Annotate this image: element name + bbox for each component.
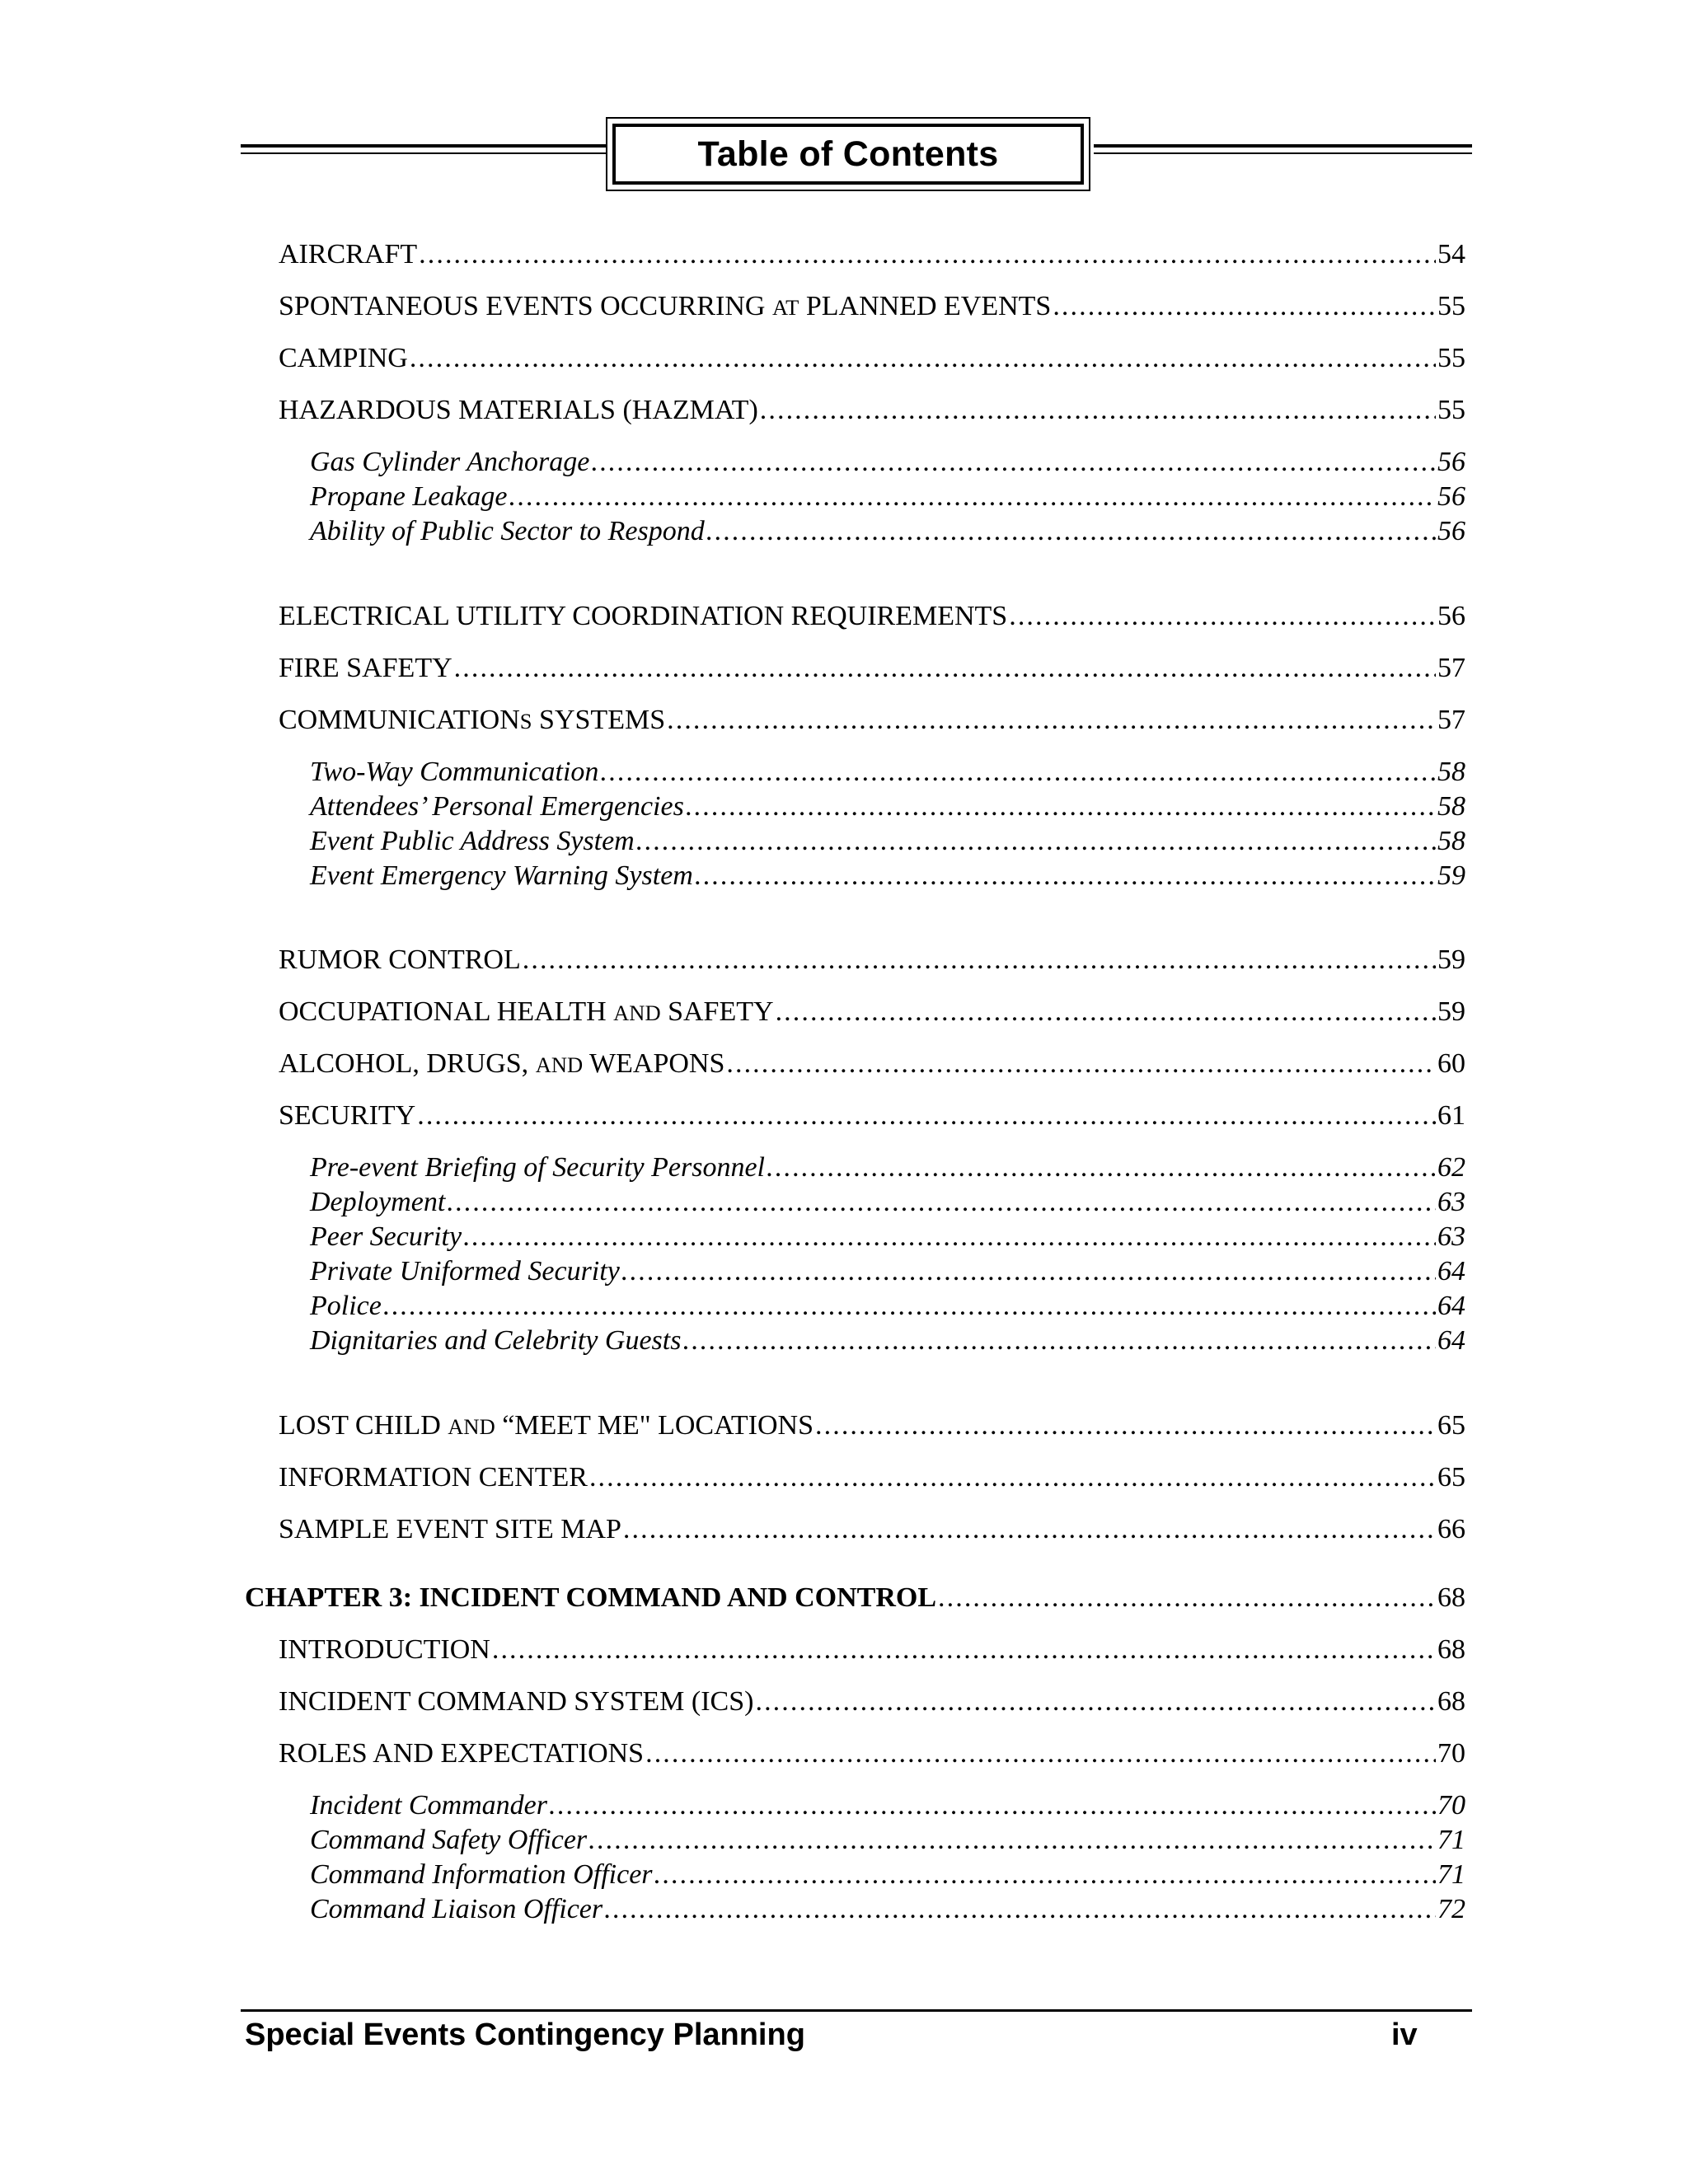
toc-entry-page: 71 bbox=[1437, 1825, 1465, 1855]
toc-entry-label: LOST CHILD AND “MEET ME" LOCATIONS bbox=[279, 1410, 814, 1441]
dot-leader bbox=[1009, 602, 1436, 630]
toc-entry[interactable] bbox=[279, 1516, 1465, 1544]
dot-leader bbox=[604, 1896, 1436, 1924]
toc-entry[interactable] bbox=[279, 293, 1465, 321]
toc-entry[interactable] bbox=[279, 602, 1465, 630]
toc-entry[interactable] bbox=[279, 344, 1465, 373]
footer-title: Special Events Contingency Planning bbox=[245, 2018, 805, 2052]
dot-leader bbox=[523, 946, 1436, 974]
dot-leader bbox=[410, 344, 1436, 373]
toc-entry-label: FIRE SAFETY bbox=[279, 653, 452, 683]
dot-leader bbox=[492, 1636, 1436, 1664]
toc-subentry[interactable] bbox=[310, 483, 1465, 511]
dot-leader bbox=[767, 1154, 1436, 1182]
toc-entry-page: 63 bbox=[1437, 1221, 1465, 1252]
toc-subentry[interactable] bbox=[310, 758, 1465, 786]
toc-subentry[interactable] bbox=[310, 518, 1465, 546]
dot-leader bbox=[589, 1464, 1436, 1492]
dot-leader bbox=[636, 827, 1436, 855]
page-title: Table of Contents bbox=[697, 134, 999, 174]
toc-entry-label: Dignitaries and Celebrity Guests bbox=[310, 1325, 682, 1356]
dot-leader bbox=[706, 518, 1436, 546]
dot-leader bbox=[1053, 293, 1436, 321]
footer-page-number: iv bbox=[1391, 2018, 1418, 2052]
page-header bbox=[241, 117, 1472, 198]
toc-entry-label: SPONTANEOUS EVENTS OCCURRING AT PLANNED EVENTS bbox=[279, 291, 1052, 321]
toc-entry-page: 65 bbox=[1437, 1410, 1465, 1441]
toc-entry-label: Pre-event Briefing of Security Personnel bbox=[310, 1152, 766, 1183]
toc-entry-label: Police bbox=[310, 1291, 382, 1321]
toc-entry-page: 56 bbox=[1437, 601, 1465, 631]
toc-entry-label: Peer Security bbox=[310, 1221, 462, 1252]
toc-subentry[interactable] bbox=[310, 1826, 1465, 1854]
toc-entry[interactable] bbox=[279, 654, 1465, 682]
toc-entry-page: 58 bbox=[1437, 791, 1465, 822]
toc-entry[interactable] bbox=[279, 1050, 1465, 1078]
toc-entry-page: 56 bbox=[1437, 481, 1465, 512]
toc-entry-page: 55 bbox=[1437, 343, 1465, 373]
toc-entry[interactable] bbox=[279, 1636, 1465, 1664]
toc-subentry[interactable] bbox=[310, 1223, 1465, 1251]
toc-entry-label: INFORMATION CENTER bbox=[279, 1462, 588, 1493]
toc-entry-page: 56 bbox=[1437, 447, 1465, 477]
toc-entry-label: Two-Way Communication bbox=[310, 757, 599, 787]
toc-entry-page: 58 bbox=[1437, 826, 1465, 856]
toc-entry-label: SAMPLE EVENT SITE MAP bbox=[279, 1514, 621, 1544]
dot-leader bbox=[417, 1102, 1436, 1130]
toc-entry-label: ROLES AND EXPECTATIONS bbox=[279, 1738, 645, 1769]
dot-leader bbox=[447, 1188, 1436, 1216]
toc-entry-page: 70 bbox=[1437, 1738, 1465, 1769]
dot-leader bbox=[621, 1258, 1436, 1286]
toc-entry-label: Deployment bbox=[310, 1187, 446, 1217]
title-box bbox=[606, 117, 1090, 191]
toc-entry[interactable] bbox=[279, 1688, 1465, 1716]
dot-leader bbox=[454, 654, 1436, 682]
dot-leader bbox=[938, 1584, 1436, 1612]
toc-entry-page: 55 bbox=[1437, 291, 1465, 321]
toc-entry-page: 56 bbox=[1437, 516, 1465, 546]
toc-entry-page: 58 bbox=[1437, 757, 1465, 787]
toc-entry-label: AIRCRAFT bbox=[279, 239, 418, 269]
toc-entry-label: SECURITY bbox=[279, 1100, 416, 1131]
toc-entry-label: Attendees’ Personal Emergencies bbox=[310, 791, 684, 822]
dot-leader bbox=[776, 998, 1436, 1026]
dot-leader bbox=[667, 706, 1436, 734]
toc-entry-label: Incident Commander bbox=[310, 1790, 548, 1821]
toc-entry-page: 60 bbox=[1437, 1048, 1465, 1079]
toc-entry[interactable] bbox=[279, 396, 1465, 424]
toc-entry-page: 66 bbox=[1437, 1514, 1465, 1544]
toc-entry[interactable] bbox=[279, 1102, 1465, 1130]
toc-entry-label: INCIDENT COMMAND SYSTEM (ICS) bbox=[279, 1686, 754, 1717]
dot-leader bbox=[509, 483, 1436, 511]
toc-entry[interactable] bbox=[279, 706, 1465, 734]
header-rule-left bbox=[241, 144, 606, 154]
toc-subentry[interactable] bbox=[310, 1188, 1465, 1216]
toc-entry-label: Command Information Officer bbox=[310, 1859, 653, 1890]
dot-leader bbox=[623, 1516, 1436, 1544]
toc-subentry[interactable] bbox=[310, 448, 1465, 476]
toc-entry[interactable] bbox=[279, 946, 1465, 974]
toc-entry-page: 70 bbox=[1437, 1790, 1465, 1821]
toc-entry-label: HAZARDOUS MATERIALS (HAZMAT) bbox=[279, 395, 758, 425]
toc-entry-page: 57 bbox=[1437, 653, 1465, 683]
toc-entry[interactable] bbox=[279, 241, 1465, 269]
toc-entry-label: CAMPING bbox=[279, 343, 408, 373]
dot-leader bbox=[815, 1412, 1436, 1440]
dot-leader bbox=[591, 448, 1436, 476]
dot-leader bbox=[682, 1327, 1436, 1355]
toc-subentry[interactable] bbox=[310, 1327, 1465, 1355]
toc-chapter[interactable] bbox=[245, 1584, 1465, 1612]
toc-entry-label: Ability of Public Sector to Respond bbox=[310, 516, 705, 546]
toc-entry-page: 64 bbox=[1437, 1256, 1465, 1286]
toc-subentry[interactable] bbox=[310, 1861, 1465, 1889]
toc-entry-label: CHAPTER 3: INCIDENT COMMAND AND CONTROL bbox=[245, 1582, 937, 1613]
dot-leader bbox=[549, 1792, 1436, 1820]
toc-entry-label: Gas Cylinder Anchorage bbox=[310, 447, 590, 477]
dot-leader bbox=[383, 1292, 1436, 1320]
dot-leader bbox=[760, 396, 1436, 424]
toc-entry[interactable] bbox=[279, 998, 1465, 1026]
toc-entry-page: 55 bbox=[1437, 395, 1465, 425]
toc-entry-label: Command Safety Officer bbox=[310, 1825, 588, 1855]
toc-subentry[interactable] bbox=[310, 1896, 1465, 1924]
dot-leader bbox=[419, 241, 1436, 269]
dot-leader bbox=[600, 758, 1436, 786]
toc-entry-label: Propane Leakage bbox=[310, 481, 508, 512]
footer-rule bbox=[241, 2009, 1472, 2012]
toc-entry-page: 63 bbox=[1437, 1187, 1465, 1217]
toc-entry[interactable] bbox=[279, 1412, 1465, 1440]
toc-entry-page: 54 bbox=[1437, 239, 1465, 269]
dot-leader bbox=[726, 1050, 1436, 1078]
toc-entry-page: 59 bbox=[1437, 860, 1465, 891]
toc-entry-label: Event Public Address System bbox=[310, 826, 635, 856]
toc-entry-page: 64 bbox=[1437, 1291, 1465, 1321]
dot-leader bbox=[463, 1223, 1436, 1251]
toc-subentry[interactable] bbox=[310, 1292, 1465, 1320]
toc-entry-label: COMMUNICATIONS SYSTEMS bbox=[279, 705, 666, 735]
toc-entry[interactable] bbox=[279, 1740, 1465, 1768]
dot-leader bbox=[654, 1861, 1436, 1889]
toc-subentry[interactable] bbox=[310, 1258, 1465, 1286]
toc-entry-label: INTRODUCTION bbox=[279, 1634, 490, 1665]
toc-entry-page: 62 bbox=[1437, 1152, 1465, 1183]
toc-entry-label: ALCOHOL, DRUGS, AND WEAPONS bbox=[279, 1048, 725, 1079]
dot-leader bbox=[755, 1688, 1436, 1716]
toc-entry-page: 68 bbox=[1437, 1686, 1465, 1717]
dot-leader bbox=[645, 1740, 1436, 1768]
toc-entry-page: 71 bbox=[1437, 1859, 1465, 1890]
toc-entry-page: 68 bbox=[1437, 1634, 1465, 1665]
toc-entry-page: 59 bbox=[1437, 996, 1465, 1027]
dot-leader bbox=[686, 793, 1436, 821]
toc-subentry[interactable] bbox=[310, 827, 1465, 855]
toc-entry-label: RUMOR CONTROL bbox=[279, 944, 521, 975]
toc-entry-page: 59 bbox=[1437, 944, 1465, 975]
toc-entry-page: 68 bbox=[1437, 1582, 1465, 1613]
toc-subentry[interactable] bbox=[310, 793, 1465, 821]
dot-leader bbox=[588, 1826, 1436, 1854]
toc-entry-page: 64 bbox=[1437, 1325, 1465, 1356]
toc-entry-label: Event Emergency Warning System bbox=[310, 860, 693, 891]
toc-entry-page: 61 bbox=[1437, 1100, 1465, 1131]
toc-entry-page: 65 bbox=[1437, 1462, 1465, 1493]
header-rule-right bbox=[1094, 144, 1472, 154]
toc-entry-page: 72 bbox=[1437, 1894, 1465, 1924]
toc-subentry[interactable] bbox=[310, 1792, 1465, 1820]
dot-leader bbox=[695, 862, 1436, 890]
toc-entry-label: Command Liaison Officer bbox=[310, 1894, 603, 1924]
toc-subentry[interactable] bbox=[310, 862, 1465, 890]
toc-entry-label: Private Uniformed Security bbox=[310, 1256, 620, 1286]
toc-entry-page: 57 bbox=[1437, 705, 1465, 735]
toc-entry-label: OCCUPATIONAL HEALTH AND SAFETY bbox=[279, 996, 774, 1027]
toc-entry[interactable] bbox=[279, 1464, 1465, 1492]
toc-entry-label: ELECTRICAL UTILITY COORDINATION REQUIREMENTS bbox=[279, 601, 1008, 631]
toc-subentry[interactable] bbox=[310, 1154, 1465, 1182]
